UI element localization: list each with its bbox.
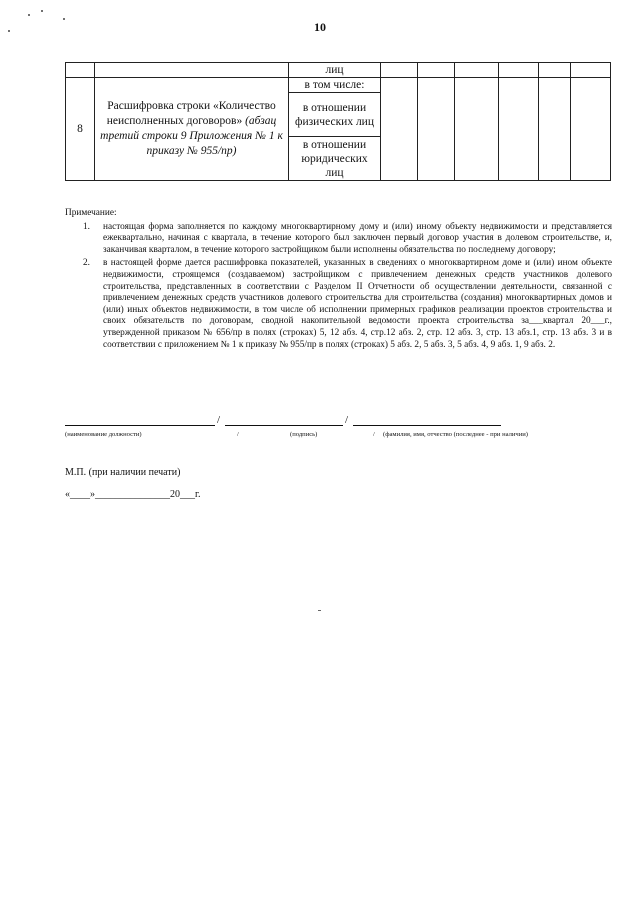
signature-slash: /	[217, 414, 221, 426]
sub-legal-cell: в отношении юридических лиц	[289, 137, 381, 181]
notes-title: Примечание:	[65, 208, 117, 218]
row-description	[95, 78, 289, 181]
row-title-italic: (абзац третий строки 9 Приложения № 1 к приказу № 955/пр)	[100, 115, 283, 157]
note-item	[65, 222, 612, 257]
stamp-note: М.П. (при наличии печати)	[65, 467, 181, 478]
table-row	[66, 78, 611, 93]
note-text: настоящая форма заполняется по каждому многоквартирному дому и (или) иному объекту недвижимости и представляется ежеквартально, начиная с квартала, в течение которого был заключен первый договор участия в долевом строительстве, и, заканчивая кварталом, в течение которого застройщиком были исполнены обязательства по последнему договору;	[103, 221, 612, 255]
position-caption: (наименование должности)	[65, 431, 142, 438]
date-line: «____»_______________20___г.	[65, 489, 201, 500]
slash-caption: /	[237, 431, 239, 438]
signature-line	[225, 425, 343, 426]
position-line	[65, 425, 215, 426]
row-title-plain: Расшифровка строки «Количество неисполненных договоров»	[106, 100, 276, 127]
name-caption: (фамилия, имя, отчество (последнее - при наличии)	[383, 431, 528, 438]
sub-phys-cell: в отношении физических лиц	[289, 93, 381, 137]
note-item	[65, 258, 612, 351]
name-line	[353, 425, 501, 426]
scan-mark	[318, 610, 321, 611]
note-text: в настоящей форме дается расшифровка показателей, указанных в сведениях о многоквартирном доме и (или) ином объекте недвижимости, строящемся (создаваемом) застройщиком с привлечением денежных средств участников долевого строительства, представленных в соответствии с Разделом II Отчетности об осуществлении деятельности, связанной с привлечением денежных средств участников долевого строительства для строительства (создания) многоквартирных домов и (или) иных объектов недвижимости, в том числе об исполнении примерных графиков реализации проектов строительства и своих обязательств по договорам, сводной накопительной ведомости проекта строительства за___квартал 20___г., утвержденной приказом № 656/пр в полях (строках) 5, 12 абз. 4, стр.12 абз. 2, стр. 12 абз. 3, стр. 13 абз.1, стр. 13 абз. 3 и в соответствии с приложением № 1 к приказу № 955/пр в полях (строках) 5 абз. 2, 5 абз. 3, 5 абз. 4, 9 абз. 1, 9 абз. 2.	[103, 258, 612, 350]
scan-specks	[8, 8, 78, 38]
page-number: 10	[314, 20, 326, 34]
slash-caption: /	[373, 431, 375, 438]
note-number: 2.	[83, 258, 90, 269]
signature-block	[65, 414, 612, 455]
sub-header-cell: в том числе:	[289, 78, 381, 93]
table-row	[66, 63, 611, 78]
notes-section	[65, 208, 612, 353]
signature-slash: /	[345, 414, 349, 426]
report-table	[65, 62, 611, 181]
top-row-label: лиц	[289, 63, 381, 78]
row-number: 8	[66, 78, 95, 181]
note-number: 1.	[83, 221, 90, 232]
signature-caption: (подпись)	[290, 431, 318, 438]
